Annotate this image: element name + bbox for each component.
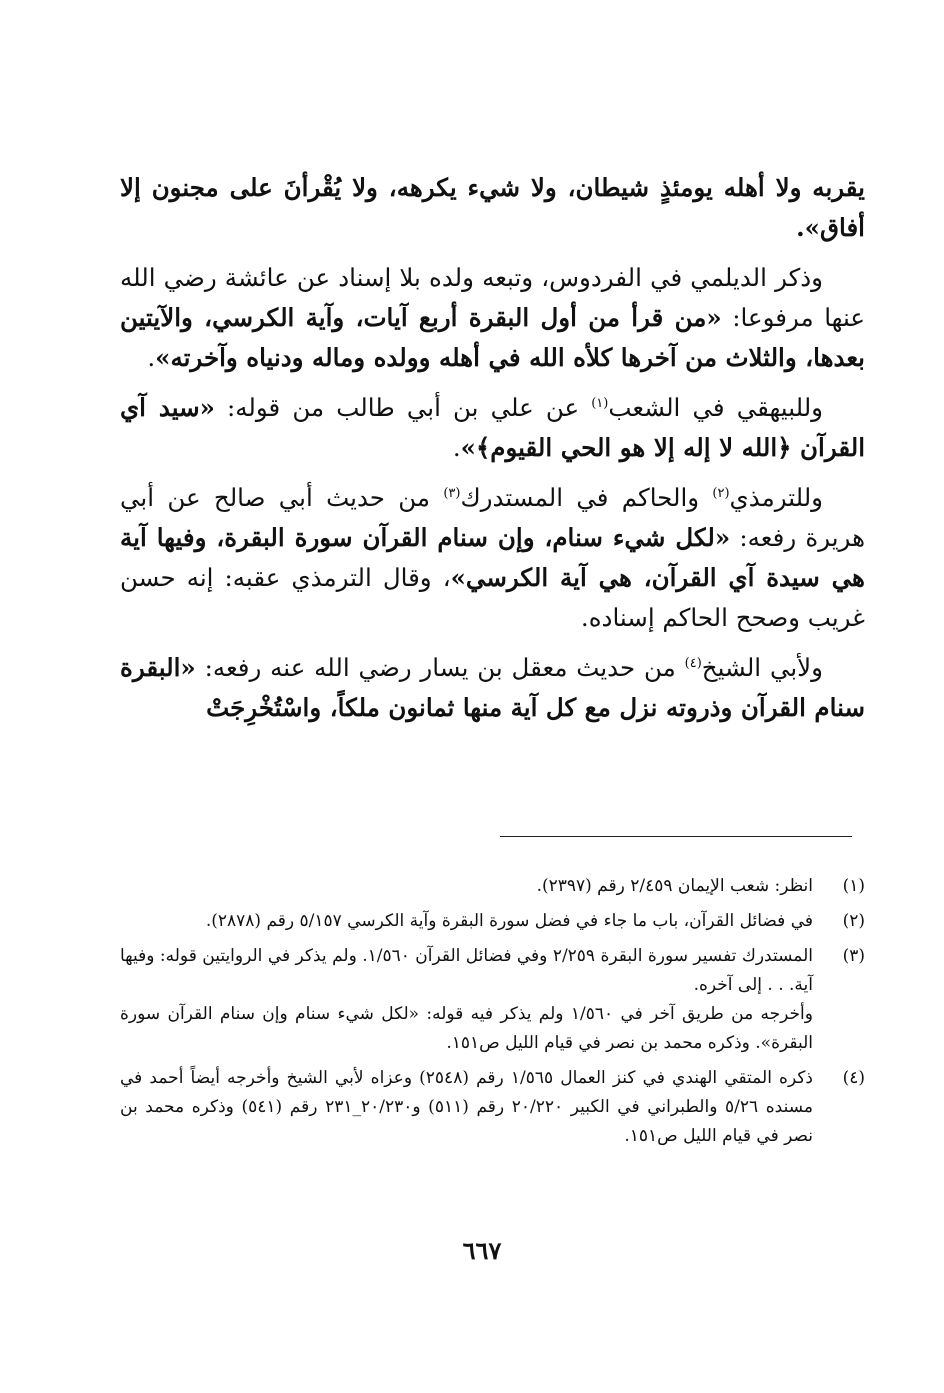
paragraph-4-part2: والحاكم في المستدرك bbox=[460, 483, 713, 512]
paragraph-2 bbox=[120, 258, 865, 378]
footnote-number: (٤) bbox=[842, 1068, 865, 1088]
paragraph-3-part2: عن علي بن أبي طالب من قوله: bbox=[214, 393, 592, 422]
footnote-line: ذكره المتقي الهندي في كنز العمال ١/٥٦٥ رقم (٢٥٤٨) وعزاه لأبي الشيخ وأخرجه أيضاً أحمد في مسنده ٥/٢٦ والطبراني في الكبير ٢٠/٢٢٠ رقم (٥١١) و٢٠/٢٣٠_٢٣١ رقم (٥٤١) وذكره محمد بن نصر في قيام الليل ص١٥١. bbox=[120, 1068, 813, 1146]
paragraph-5-part1: ولأبي الشيخ bbox=[701, 653, 823, 682]
paragraph-5 bbox=[120, 648, 865, 728]
footnote-ref-3[interactable]: (٣) bbox=[443, 485, 461, 501]
footnote-line: انظر: شعب الإيمان ٢/٤٥٩ رقم (٢٣٩٧). bbox=[536, 876, 813, 896]
footnotes bbox=[120, 872, 865, 1157]
paragraph-4-part1: وللترمذي bbox=[729, 483, 824, 512]
paragraph-1 bbox=[120, 168, 865, 248]
footnote-body bbox=[120, 1064, 813, 1151]
paragraph-3-quote: «سيد آي القرآن ﴿الله لا إله إلا هو الحي القيوم﴾» bbox=[120, 393, 865, 462]
paragraph-5-quote: «البقرة سنام القرآن وذروته نزل مع كل آية منها ثمانون ملكاً، واسْتُخْرِجَتْ bbox=[120, 653, 865, 722]
paragraph-4 bbox=[120, 478, 865, 638]
paragraph-4-quote: «لكل شيء سنام، وإن سنام القرآن سورة البقرة، وفيها آية هي سيدة آي القرآن، هي آية الكرسي» bbox=[120, 523, 865, 592]
footnote-number: (٢) bbox=[842, 911, 865, 931]
footnote-line: المستدرك تفسير سورة البقرة ٢/٢٥٩ وفي فضائل القرآن ١/٥٦٠. ولم يذكر في الروايتين قوله: وفيها آية. . . إلى آخره. bbox=[120, 946, 813, 995]
paragraph-3 bbox=[120, 388, 865, 468]
footnote-line: وأخرجه من طريق آخر في ١/٥٦٠ ولم يذكر فيه قوله: «لكل شيء سنام وإن سنام القرآن سورة البقرة». وذكره محمد بن نصر في قيام الليل ص١٥١. bbox=[120, 1004, 813, 1053]
footnote-body bbox=[120, 872, 813, 901]
paragraph-2-end: . bbox=[147, 343, 156, 372]
footnote-ref-4[interactable]: (٤) bbox=[684, 655, 702, 671]
footnote-separator bbox=[500, 836, 852, 837]
footnote-line: في فضائل القرآن، باب ما جاء في فضل سورة البقرة وآية الكرسي ٥/١٥٧ رقم (٢٨٧٨). bbox=[205, 911, 813, 931]
page-number: ٦٦٧ bbox=[462, 1236, 502, 1265]
footnote-3 bbox=[120, 942, 865, 1058]
paragraph-1-text: يقربه ولا أهله يومئذٍ شيطان، ولا شيء يكرهه، ولا يُقْرأنَ على مجنون إلا أفاق». bbox=[120, 173, 865, 242]
footnote-number: (٣) bbox=[842, 946, 865, 966]
footnote-1 bbox=[120, 872, 865, 901]
footnote-2 bbox=[120, 907, 865, 936]
paragraph-2-intro: وذكر الديلمي في الفردوس، وتبعه ولده بلا إسناد عن عائشة رضي الله عنها مرفوعا: bbox=[120, 263, 865, 332]
footnote-ref-1[interactable]: (١) bbox=[591, 395, 609, 411]
paragraph-3-part1: وللبيهقي في الشعب bbox=[608, 393, 823, 422]
paragraph-2-quote: «من قرأ من أول البقرة أربع آيات، وآية الكرسي، والآيتين بعدها، والثلاث من آخرها كلأه الله في أهله وولده وماله ودنياه وآخرته» bbox=[120, 303, 865, 372]
paragraph-5-part2: من حديث معقل بن يسار رضي الله عنه رفعه: bbox=[195, 653, 685, 682]
paragraph-4-part4: ، وقال الترمذي عقبه: إنه حسن غريب وصحح الحاكم إسناده. bbox=[120, 563, 865, 632]
main-text bbox=[120, 168, 865, 738]
footnote-number: (١) bbox=[842, 876, 865, 896]
footnote-4 bbox=[120, 1064, 865, 1151]
paragraph-4-part3: من حديث أبي صالح عن أبي هريرة رفعه: bbox=[120, 483, 865, 552]
footnote-body bbox=[120, 907, 813, 936]
paragraph-3-end: . bbox=[452, 433, 461, 462]
footnote-body bbox=[120, 942, 813, 1058]
footnote-ref-2[interactable]: (٢) bbox=[712, 485, 730, 501]
